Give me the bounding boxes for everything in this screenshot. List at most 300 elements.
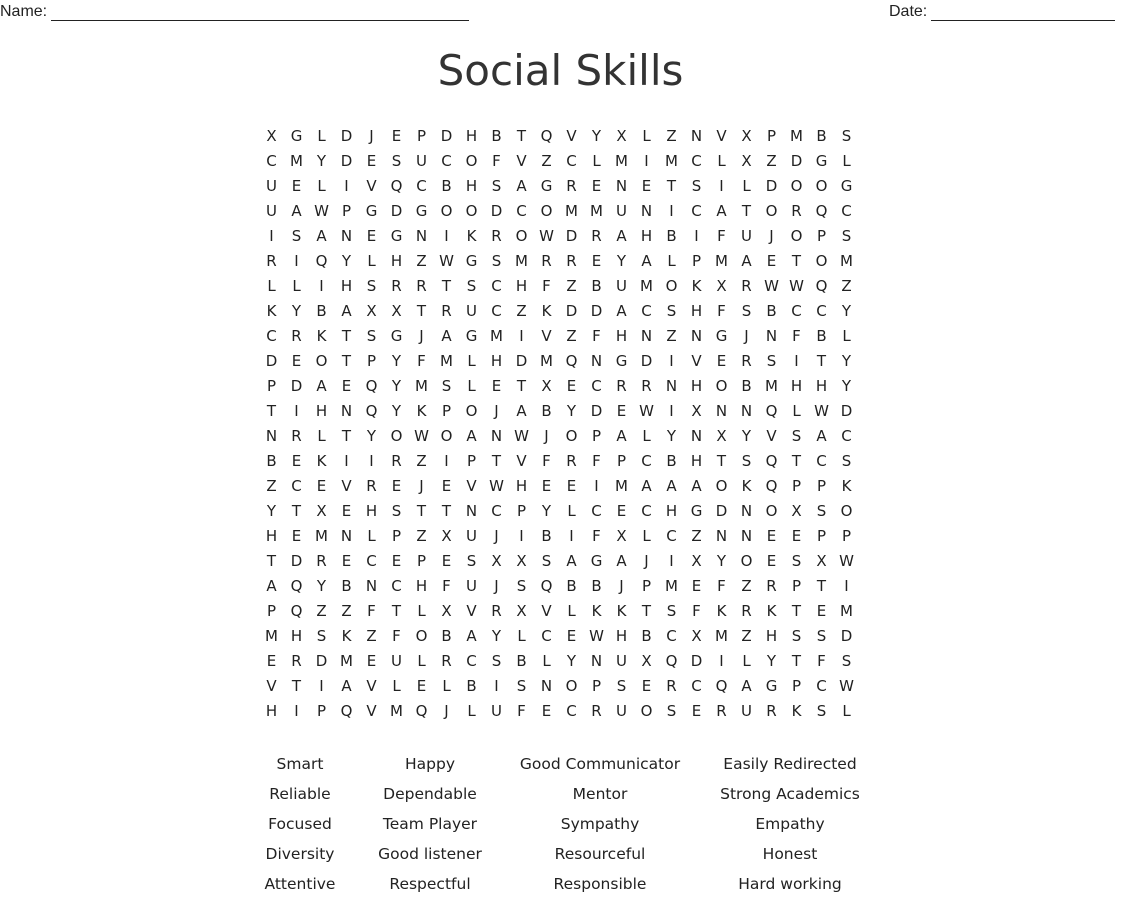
grid-letter: Q <box>365 402 378 420</box>
grid-letter: I <box>444 227 449 245</box>
grid-letter: S <box>391 152 402 170</box>
grid-letter: S <box>466 552 477 570</box>
grid-letter: L <box>642 427 651 445</box>
grid-letter: K <box>316 327 327 345</box>
grid-letter: B <box>516 652 527 670</box>
name-field <box>0 3 469 21</box>
grid-letter: Z <box>316 602 327 620</box>
word-list-item: Mentor <box>572 785 628 803</box>
grid-letter: H <box>465 127 478 145</box>
grid-letter: A <box>716 202 727 220</box>
grid-letter: D <box>315 652 328 670</box>
grid-letter: R <box>741 352 752 370</box>
grid-letter: O <box>540 202 553 220</box>
grid-letter: Y <box>266 502 277 520</box>
grid-letter: A <box>616 302 627 320</box>
grid-letter: V <box>366 677 377 695</box>
grid-letter: P <box>591 677 602 695</box>
grid-letter: P <box>391 527 402 545</box>
grid-letter: P <box>641 577 652 595</box>
grid-letter: I <box>794 352 799 370</box>
grid-letter: Y <box>841 352 852 370</box>
grid-letter: M <box>640 277 653 295</box>
grid-letter: R <box>616 377 627 395</box>
grid-letter: B <box>441 177 452 195</box>
grid-letter: M <box>790 127 803 145</box>
grid-letter: N <box>640 202 653 220</box>
grid-letter: P <box>416 127 427 145</box>
word-list-item: Strong Academics <box>720 785 860 803</box>
grid-letter: N <box>765 327 778 345</box>
grid-letter: N <box>640 327 653 345</box>
grid-letter: U <box>466 527 477 545</box>
grid-letter: K <box>691 277 702 295</box>
grid-letter: J <box>494 577 499 595</box>
grid-letter: I <box>569 527 574 545</box>
grid-letter: R <box>741 277 752 295</box>
grid-letter: O <box>315 352 328 370</box>
grid-letter: S <box>366 327 377 345</box>
grid-letter: D <box>265 352 278 370</box>
grid-letter: S <box>766 352 777 370</box>
grid-letter: R <box>566 177 577 195</box>
grid-letter: T <box>266 402 277 420</box>
grid-letter: L <box>317 127 326 145</box>
grid-letter: I <box>519 527 524 545</box>
grid-letter: L <box>417 602 426 620</box>
grid-letter: Q <box>290 602 303 620</box>
grid-letter: L <box>292 277 301 295</box>
grid-letter: W <box>839 677 854 695</box>
grid-letter: G <box>290 127 303 145</box>
grid-letter: P <box>441 402 452 420</box>
grid-letter: M <box>615 152 628 170</box>
grid-letter: V <box>516 152 527 170</box>
grid-letter: S <box>791 627 802 645</box>
grid-letter: B <box>316 302 327 320</box>
grid-letter: V <box>516 452 527 470</box>
grid-letter: R <box>291 652 302 670</box>
grid-letter: T <box>516 127 527 145</box>
grid-letter: H <box>340 277 353 295</box>
grid-letter: S <box>666 602 677 620</box>
grid-letter: C <box>691 152 702 170</box>
grid-letter: Y <box>566 402 577 420</box>
grid-letter: G <box>765 677 778 695</box>
grid-letter: S <box>516 577 527 595</box>
grid-letter: T <box>666 177 677 195</box>
grid-letter: X <box>741 152 752 170</box>
grid-letter: H <box>615 327 628 345</box>
grid-letter: K <box>766 602 777 620</box>
grid-letter: Y <box>741 427 752 445</box>
grid-letter: L <box>842 327 851 345</box>
grid-letter: R <box>366 477 377 495</box>
grid-letter: C <box>641 502 652 520</box>
grid-letter: E <box>566 377 577 395</box>
grid-letter: E <box>291 177 302 195</box>
grid-letter: A <box>516 402 527 420</box>
word-list-item: Resourceful <box>554 845 646 863</box>
word-list-item: Good listener <box>378 845 482 863</box>
grid-letter: Y <box>591 127 602 145</box>
grid-letter: T <box>716 452 727 470</box>
grid-letter: T <box>791 602 802 620</box>
grid-letter: A <box>441 327 452 345</box>
grid-letter: B <box>541 402 552 420</box>
grid-letter: V <box>541 327 552 345</box>
grid-letter: T <box>416 302 427 320</box>
word-list-item: Hard working <box>738 875 842 893</box>
grid-letter: N <box>690 327 703 345</box>
grid-letter: Z <box>666 127 677 145</box>
grid-letter: I <box>669 402 674 420</box>
grid-letter: Q <box>290 577 303 595</box>
grid-letter: Q <box>540 577 553 595</box>
grid-letter: N <box>265 427 278 445</box>
grid-letter: V <box>366 702 377 720</box>
grid-letter: K <box>791 702 802 720</box>
grid-letter: N <box>590 652 603 670</box>
grid-letter: C <box>591 377 602 395</box>
grid-letter: S <box>791 552 802 570</box>
grid-letter: S <box>691 177 702 195</box>
grid-letter: E <box>766 552 777 570</box>
grid-letter: N <box>715 527 728 545</box>
grid-letter: W <box>814 402 829 420</box>
grid-letter: X <box>616 127 627 145</box>
grid-letter: Q <box>765 402 778 420</box>
grid-letter: T <box>791 452 802 470</box>
grid-letter: K <box>316 452 327 470</box>
grid-letter: F <box>492 152 501 170</box>
name-line <box>51 3 469 21</box>
word-list-item: Responsible <box>553 875 647 893</box>
grid-letter: D <box>590 302 603 320</box>
grid-letter: E <box>791 527 802 545</box>
grid-letter: O <box>715 477 728 495</box>
grid-letter: M <box>840 602 853 620</box>
grid-letter: L <box>567 602 576 620</box>
grid-letter: E <box>366 652 377 670</box>
grid-letter: T <box>341 327 352 345</box>
grid-letter: K <box>541 302 552 320</box>
grid-letter: M <box>715 627 728 645</box>
grid-letter: X <box>441 602 452 620</box>
grid-letter: U <box>616 702 627 720</box>
date-line <box>931 3 1115 21</box>
word-list-item: Happy <box>404 755 455 773</box>
grid-letter: Y <box>391 402 402 420</box>
grid-letter: X <box>691 402 702 420</box>
grid-letter: E <box>766 527 777 545</box>
grid-letter: E <box>341 377 352 395</box>
grid-letter: X <box>441 527 452 545</box>
grid-letter: N <box>465 502 478 520</box>
grid-letter: E <box>391 552 402 570</box>
grid-letter: H <box>265 527 278 545</box>
grid-letter: E <box>391 127 402 145</box>
grid-letter: Q <box>665 652 678 670</box>
grid-letter: D <box>340 152 353 170</box>
grid-letter: V <box>366 177 377 195</box>
grid-letter: Q <box>765 452 778 470</box>
grid-letter: J <box>444 702 449 720</box>
grid-letter: P <box>791 477 802 495</box>
grid-letter: O <box>640 702 653 720</box>
grid-letter: R <box>766 702 777 720</box>
grid-letter: C <box>516 202 527 220</box>
grid-letter: H <box>690 377 703 395</box>
grid-letter: X <box>491 552 502 570</box>
grid-letter: P <box>466 452 477 470</box>
grid-letter: C <box>641 452 652 470</box>
grid-letter: W <box>414 427 429 445</box>
grid-letter: M <box>315 527 328 545</box>
grid-letter: Z <box>416 527 427 545</box>
grid-letter: A <box>691 477 702 495</box>
grid-letter: K <box>616 602 627 620</box>
grid-letter: A <box>566 552 577 570</box>
word-list-item: Honest <box>762 845 818 863</box>
grid-letter: O <box>515 227 528 245</box>
grid-letter: S <box>841 652 852 670</box>
grid-letter: P <box>341 202 352 220</box>
word-list-item: Focused <box>268 815 332 833</box>
grid-letter: E <box>541 477 552 495</box>
grid-letter: N <box>690 427 703 445</box>
grid-letter: C <box>791 302 802 320</box>
grid-letter: Z <box>841 277 852 295</box>
grid-letter: S <box>841 452 852 470</box>
grid-letter: E <box>416 677 427 695</box>
grid-letter: O <box>465 202 478 220</box>
grid-letter: H <box>640 227 653 245</box>
grid-letter: E <box>491 377 502 395</box>
grid-letter: M <box>440 352 453 370</box>
grid-letter: O <box>790 227 803 245</box>
grid-letter: M <box>515 252 528 270</box>
grid-letter: N <box>415 227 428 245</box>
grid-letter: R <box>291 327 302 345</box>
grid-letter: U <box>616 277 627 295</box>
word-list <box>230 751 890 901</box>
grid-letter: J <box>369 127 374 145</box>
grid-letter: A <box>316 377 327 395</box>
grid-letter: G <box>690 502 703 520</box>
grid-letter: R <box>391 277 402 295</box>
grid-letter: M <box>765 377 778 395</box>
grid-letter: E <box>366 227 377 245</box>
grid-letter: D <box>440 127 453 145</box>
grid-letter: R <box>316 552 327 570</box>
grid-letter: Q <box>315 252 328 270</box>
grid-letter: L <box>717 152 726 170</box>
grid-letter: V <box>691 352 702 370</box>
grid-letter: Y <box>841 377 852 395</box>
grid-letter: Z <box>666 327 677 345</box>
grid-letter: S <box>291 227 302 245</box>
grid-letter: S <box>491 177 502 195</box>
grid-letter: E <box>641 177 652 195</box>
word-list-item: Team Player <box>382 815 478 833</box>
grid-letter: R <box>641 377 652 395</box>
grid-letter: X <box>716 277 727 295</box>
grid-letter: Z <box>741 577 752 595</box>
grid-letter: R <box>741 602 752 620</box>
grid-letter: N <box>490 427 503 445</box>
grid-letter: P <box>616 452 627 470</box>
grid-letter: N <box>740 527 753 545</box>
grid-letter: S <box>316 627 327 645</box>
grid-letter: S <box>541 552 552 570</box>
grid-letter: N <box>340 227 353 245</box>
grid-letter: L <box>417 652 426 670</box>
grid-letter: S <box>391 502 402 520</box>
grid-letter: Z <box>266 477 277 495</box>
grid-letter: E <box>641 677 652 695</box>
grid-letter: L <box>392 677 401 695</box>
grid-letter: L <box>317 177 326 195</box>
grid-letter: N <box>540 677 553 695</box>
grid-letter: H <box>765 627 778 645</box>
grid-letter: C <box>641 302 652 320</box>
grid-letter: E <box>541 702 552 720</box>
grid-letter: M <box>590 202 603 220</box>
grid-letter: I <box>594 477 599 495</box>
grid-letter: A <box>466 427 477 445</box>
grid-letter: H <box>365 502 378 520</box>
word-list-item: Good Communicator <box>519 755 681 773</box>
grid-letter: B <box>466 677 477 695</box>
grid-letter: D <box>565 302 578 320</box>
grid-letter: W <box>764 277 779 295</box>
grid-letter: K <box>416 402 427 420</box>
grid-letter: D <box>490 202 503 220</box>
grid-letter: I <box>669 352 674 370</box>
grid-letter: S <box>666 302 677 320</box>
grid-letter: C <box>666 527 677 545</box>
grid-letter: P <box>691 252 702 270</box>
grid-letter: A <box>616 227 627 245</box>
grid-letter: B <box>341 577 352 595</box>
grid-letter: I <box>319 277 324 295</box>
grid-letter: O <box>840 502 853 520</box>
grid-letter: Y <box>391 352 402 370</box>
grid-letter: A <box>341 677 352 695</box>
grid-letter: Z <box>541 152 552 170</box>
grid-letter: B <box>541 527 552 545</box>
grid-letter: H <box>515 477 528 495</box>
grid-letter: D <box>290 377 303 395</box>
grid-letter: M <box>715 252 728 270</box>
grid-letter: E <box>441 552 452 570</box>
grid-letter: I <box>669 552 674 570</box>
grid-letter: E <box>291 352 302 370</box>
grid-letter: H <box>265 702 278 720</box>
grid-letter: F <box>717 577 726 595</box>
grid-letter: C <box>391 577 402 595</box>
grid-letter: P <box>816 477 827 495</box>
grid-letter: A <box>341 302 352 320</box>
grid-letter: D <box>340 127 353 145</box>
grid-letter: I <box>444 452 449 470</box>
grid-letter: F <box>817 652 826 670</box>
grid-letter: X <box>791 502 802 520</box>
grid-letter: I <box>294 252 299 270</box>
grid-letter: W <box>539 227 554 245</box>
grid-letter: E <box>716 352 727 370</box>
grid-letter: O <box>815 252 828 270</box>
grid-letter: U <box>266 177 277 195</box>
grid-letter: F <box>792 327 801 345</box>
grid-letter: R <box>591 227 602 245</box>
grid-letter: P <box>266 602 277 620</box>
grid-letter: I <box>344 177 349 195</box>
grid-letter: T <box>516 377 527 395</box>
grid-letter: T <box>741 202 752 220</box>
grid-letter: E <box>691 577 702 595</box>
grid-letter: H <box>690 302 703 320</box>
grid-letter: V <box>466 602 477 620</box>
grid-letter: O <box>565 677 578 695</box>
word-list-item: Sympathy <box>560 815 640 833</box>
grid-letter: B <box>816 327 827 345</box>
grid-letter: I <box>269 227 274 245</box>
grid-letter: N <box>365 577 378 595</box>
grid-letter: Q <box>340 702 353 720</box>
grid-letter: I <box>844 577 849 595</box>
grid-letter: X <box>691 627 702 645</box>
grid-letter: X <box>716 427 727 445</box>
grid-letter: A <box>666 477 677 495</box>
grid-letter: M <box>340 652 353 670</box>
grid-letter: D <box>640 352 653 370</box>
grid-letter: Y <box>316 152 327 170</box>
grid-letter: C <box>841 202 852 220</box>
grid-letter: E <box>766 252 777 270</box>
grid-letter: F <box>367 602 376 620</box>
grid-letter: I <box>644 152 649 170</box>
grid-letter: B <box>766 302 777 320</box>
grid-letter: R <box>666 677 677 695</box>
grid-letter: G <box>390 327 403 345</box>
grid-letter: G <box>815 152 828 170</box>
grid-letter: N <box>615 177 628 195</box>
grid-letter: D <box>715 502 728 520</box>
grid-letter: Q <box>715 677 728 695</box>
grid-letter: O <box>765 202 778 220</box>
grid-letter: I <box>694 227 699 245</box>
grid-letter: L <box>542 652 551 670</box>
grid-letter: R <box>391 452 402 470</box>
grid-letter: J <box>494 527 499 545</box>
grid-letter: L <box>742 177 751 195</box>
grid-letter: W <box>489 477 504 495</box>
grid-letter: E <box>591 177 602 195</box>
grid-letter: A <box>466 627 477 645</box>
grid-letter: X <box>691 552 702 570</box>
grid-letter: U <box>491 702 502 720</box>
grid-letter: D <box>690 652 703 670</box>
grid-letter: T <box>441 502 452 520</box>
grid-letter: D <box>390 202 403 220</box>
grid-letter: X <box>366 302 377 320</box>
grid-letter: N <box>740 402 753 420</box>
grid-letter: M <box>290 152 303 170</box>
grid-letter: R <box>716 702 727 720</box>
grid-letter: S <box>741 452 752 470</box>
